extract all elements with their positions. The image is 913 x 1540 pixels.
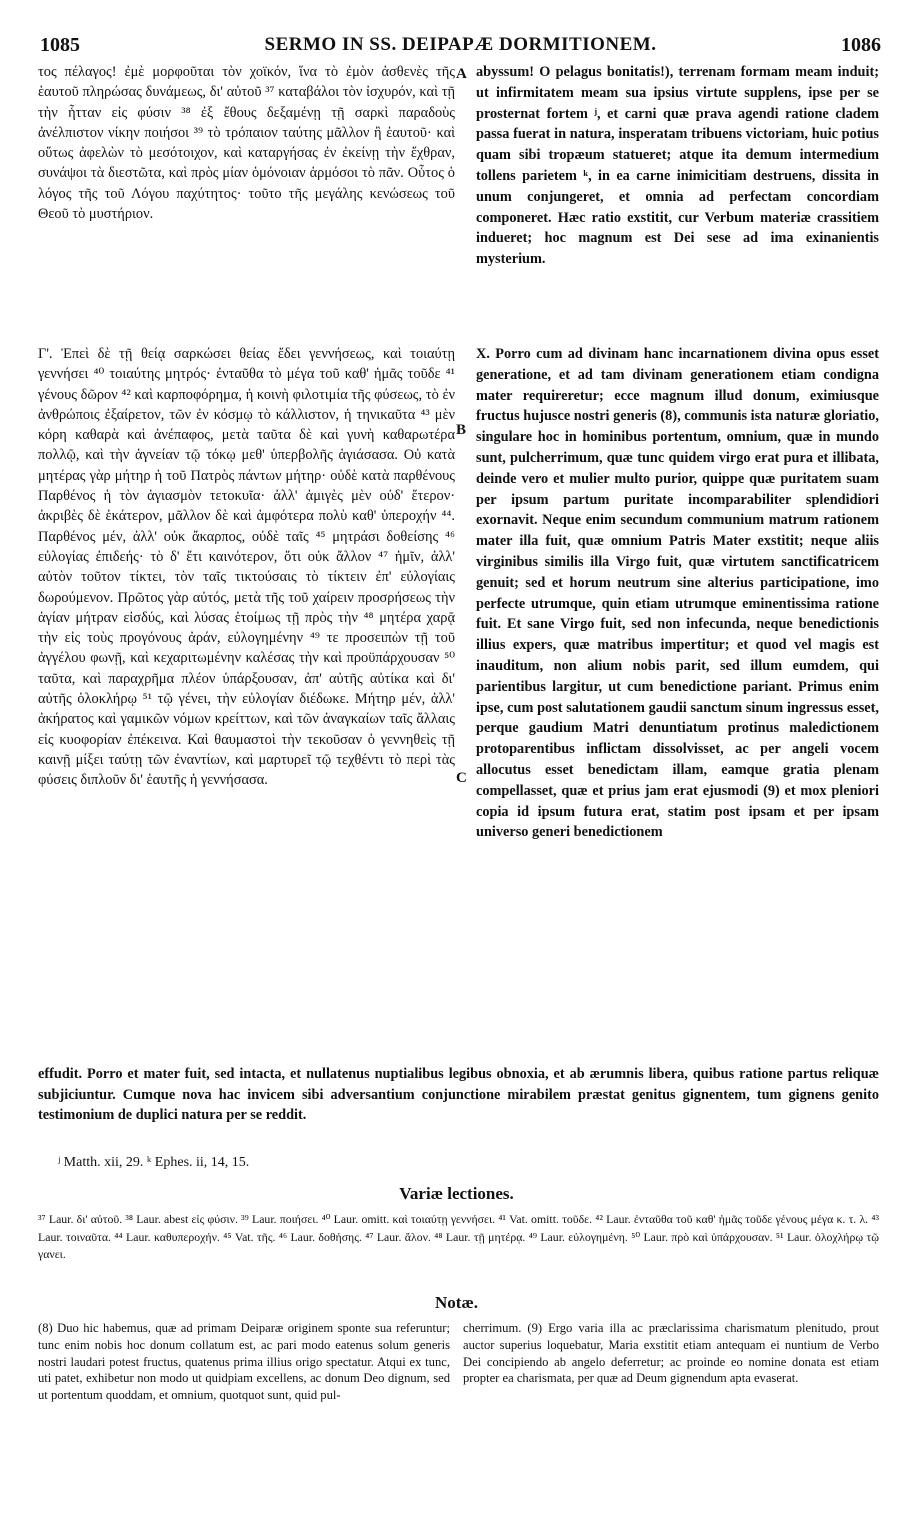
- notae-heading: Notæ.: [435, 1293, 478, 1312]
- scripture-references: ʲ Matth. xii, 29. ᵏ Ephes. ii, 14, 15.: [58, 1155, 250, 1170]
- latin-full-width: effudit. Porro et mater fuit, sed intacta, et nullatenus nuptialibus legibus obnoxia, et ab ærumnis libera, quibus ratione partus reliquæ subjiciuntur. Cumque nova hac invicem sibi adversantium conjunctione mirabilem præstat genitus gignentem, tum gignens genito testimonium de duplici natura per se reddit.: [38, 1066, 879, 1124]
- variae-lectiones-heading: Variæ lectiones.: [399, 1184, 514, 1203]
- variae-lectiones: ³⁷ Laur. δι' αὐτοῦ. ³⁸ Laur. abest εἰς φύσιν. ³⁹ Laur. ποιήσει. ⁴⁰ Laur. omitt. καὶ τοιαύτῃ γεννήσει. ⁴¹ Vat. omitt. τοῦδε. ⁴² Laur. ἐνταῦθα τοῦ καθ' ἡμᾶς τοῦδε γένους μέγα κ. τ. λ. ⁴³ Laur. τοιναῦτα. ⁴⁴ Laur. καθυπεροχήν. ⁴⁵ Vat. τῆς. ⁴⁶ Laur. δοθήσης. ⁴⁷ Laur. ἄλον. ⁴⁸ Laur. τῇ μητέρᾳ. ⁴⁹ Laur. εὐλογημένη. ⁵⁰ Laur. πρὸ καὶ ὑπάρχουσαν. ⁵¹ Laur. ὁλοχλήρῳ τῷ γανει.: [38, 1212, 879, 1261]
- page-header: [40, 34, 881, 58]
- greek-column-main: Γ'. Ἐπεὶ δὲ τῇ θείᾳ σαρκώσει θείας ἔδει γεννήσεως, καὶ τοιαύτῃ γεννήσει ⁴⁰ τοιαύτης μητρός· ἐνταῦθα τὸ μέγα τοῦ καθ' ἡμᾶς τοῦδε ⁴¹ γένους δῶρον ⁴² καὶ καρποφόρημα, ἡ κοινὴ φιλοτιμία τῆς φύσεως, τὸ ἐν ἀνθρώποις ἐξαίρετον, τῶν ἐν κόσμῳ τὸ κάλλιστον, ἡ τηνικαῦτα ⁴³ μὲν κόρη καθαρὰ καὶ ἀνέπαφος, μετὰ ταῦτα δὲ καὶ γυνὴ καθαρωτέρα πολλῷ, καὶ τὴν ἁγνείαν τῷ τόκῳ μεθ' ὑπερβολῆς ἁγιάσασα. Οὐ κατὰ μητέρας γὰρ μήτηρ ἡ τοῦ Πατρὸς πάντων μήτηρ· οὐδὲ κατὰ παρθένους Παρθένος ἡ τὸν ἁγιασμὸν τετοκυῖα· ἀλλ' ἀμιγὲς μὲν οὐδ' ἕτερον· ἀκριβὲς δὲ ἑκάτερον, μᾶλλον δὲ καὶ ἀμφότερα πολὺ καθ' ὑπεροχήν ⁴⁴. Παρθένος μέν, ἀλλ' οὐκ ἄκαρπος, οὐδὲ ταῖς ⁴⁵ μητράσι δοθείσης ⁴⁶ εὐλογίας ἐπιδεής· τὸ δ' ἔτι καινότερον, ὅτι οὐκ ἄλλον ⁴⁷ ἡμῖν, ἀλλ' αὐτὸν τοῦτον τίκτει, τὸν ταῖς τικτούσαις τὸ τίκτειν ἐπ' εὐλογίαις δωρούμενον. Πρῶτος γὰρ αὐτός, μετὰ τῆς τοῦ χαίρειν προσρήσεως τὴν ἁγίαν μήτραν εἰσδύς, καὶ λύσας ἑτοίμως τῇ πρὸς τὴν ⁴⁸ μητέρα χαρᾷ τὴν εἰς τοὺς προγόνους ἀράν, εὐλογημένην ⁴⁹ τε προσειπὼν τῇ τοῦ ἀγγέλου φωνῇ, καὶ κεχαριτωμένην καλέσας τὴν καὶ προϋπάρχουσαν ⁵⁰ ταῦτα, καὶ παραχρῆμα πλέον ὑπάρξουσαν, ἀπ' αὐτῆς αὐτίκα καὶ δι' αὐτῆς ὁλοκλήρῳ ⁵¹ τῷ γένει, τὴν εὐλογίαν διέδωκε. Μήτηρ μέν, ἀλλ' ἀκήρατος καὶ γαμικῶν νόμων κρείττων, καὶ τῶν ἀναγκαίων ταῖς ἄλλαις εἰς κυοφορίαν ἐπέκεινα. Καὶ θαυμαστοὶ τὴν τεκοῦσαν ὁ γεννηθεὶς τῇ καινῇ μίξει ταύτῃ τῶν ἐναντίων, καὶ μαρτυρεῖ τῷ τεχθέντι τὸ περὶ τὰς φύσεις διπλοῦν δι' ἑαυτῆς ἡ γεννήσασα.: [38, 346, 455, 789]
- page-number-left: 1085: [40, 34, 80, 56]
- note-right-column: cherrimum. (9) Ergo varia illa ac præclarissima charismatum plenitudo, prout auctor superius loquebatur, Maria exstitit etiam antequam ei nuntium de Verbo Dei concipiendo ab angelo deferretur; ac proinde eo nomine donata est etiam propter ea charismata, per quæ ad Deum gignendum apta evaserat.: [463, 1321, 879, 1386]
- margin-letter-c: C: [456, 770, 467, 786]
- greek-column-top: τος πέλαγος! ἐμὲ μορφοῦται τὸν χοϊκόν, ἵνα τὸ ἐμὸν ἀσθενὲς τῆς ἑαυτοῦ πληρώσας δυνάμεως, δι' αὐτοῦ ³⁷ καταβάλοι τὸν ἰσχυρόν, καὶ τῇ τὴν ἧτταν εἰς φύσιν ³⁸ ἐξ ἔθους δεξαμένῃ τῇ σαρκὶ παραδοὺς ἀνέλπιστον νίκην ποιήσοι ³⁹ τὸ τρόπαιον ταύτης μᾶλλον ἢ ἑαυτοῦ· καὶ οὕτως ἀφελὼν τὸ μεσότοιχον, καὶ καταργήσας ἐν ἐκείνῃ τὴν ἔχθραν, συνάψοι τὰ διεστῶτα, καὶ πρὸς μίαν ὁμόνοιαν ἁρμόσοι τὸ πᾶν. Οὗτος ὁ λόγος τῆς τοῦ Λόγου παχύτητος· τοῦτο τῆς μεγάλης κενώσεως τοῦ Θεοῦ τὸ μυστήριον.: [38, 64, 455, 223]
- running-title: SERMO IN SS. DEIPAPÆ DORMITIONEM.: [264, 34, 657, 55]
- latin-column-top: abyssum! O pelagus bonitatis!), terrenam formam meam induit; ut infirmitatem meam sua ipsius virtute supplens, ipse per se prosternat fortem ʲ, et carni quæ prava agendi ratione cladem passa fuerat in natura, insperatam tribuens victoriam, huic potius quam sibi tropæum statueret; atque ita demum intermedium tollens parietem ᵏ, in ea carne inimicitiam destruens, dissita in unum conjungeret, et omnia ad perfectam concordiam componeret. Hæc ratio exstitit, cur Verbum materiæ crassitiem indueret; hoc magnum est Dei sese ad ima exinanientis mysterium.: [476, 64, 879, 268]
- margin-letter-b: B: [456, 422, 467, 438]
- note-left-column: (8) Duo hic habemus, quæ ad primam Deiparæ originem sponte sua referuntur; tunc enim nobis hoc donum collatum est, ac pari modo eatenus solum generis nostri laudari potest fructus, quatenus prima illius origo spectatur. Atqui ex tunc, uti patet, exhibetur non modo ut quidpiam excellens, ac donum Deo dignum, sed ut portentum quoddam, et omnium, quotquot sunt, quid pul-: [38, 1321, 450, 1403]
- latin-column-main: X. Porro cum ad divinam hanc incarnationem divina opus esset generatione, et ad tam divinam generationem etiam condigna mater requireretur; ecce magnum illud donum, eximiusque fructus hujusce nostri generis (8), communis ista naturæ gloriatio, singulare hoc in hominibus portentum, omnium, quæ in mundo sunt, pulcherrimum, quæ tunc quidem virgo erat pura et illibata, deinde vero et mulier multo purior, quippe quæ puritatem suam per ipsum partum puritate incomparabiliter splendidiori exornavit. Neque enim secundum communium matrum rationem mater illa fuit, quæ omnium Patris Mater exstitit; neque aliis virginibus similis illa Virgo fuit, quæ virtutem sanctificatricem genuit; sed et horum neutrum sine alterius participatione, imo perfecte utrumque, quin etiam utrumque eminentissima ratione fuit. Et sane Virgo fuit, sed non infecunda, neque benedictionis illius expers, quæ matribus impertitur; et quod vel magis est inauditum, non alium nobis parit, sed illum eumdem, qui parientibus largitur, ut cum benedictione pariant. Primus enim ipse, cum post salutationem gaudii sanctum sinum ingressus esset, perque gaudium Matri denuntiatum protinus maledictionem protoparentibus inflictam dissolvisset, ac per angeli vocem allocutus esset benedictam illam, eamque gratia plenam compellasset, quæ et prius jam erat ejusmodi (9) et mox pleniori copia id ipsum futura erat, statim post ipsam et per ipsam universo generi benedictionem: [476, 346, 879, 841]
- margin-letter-a: A: [456, 66, 467, 82]
- page-number-right: 1086: [841, 34, 881, 56]
